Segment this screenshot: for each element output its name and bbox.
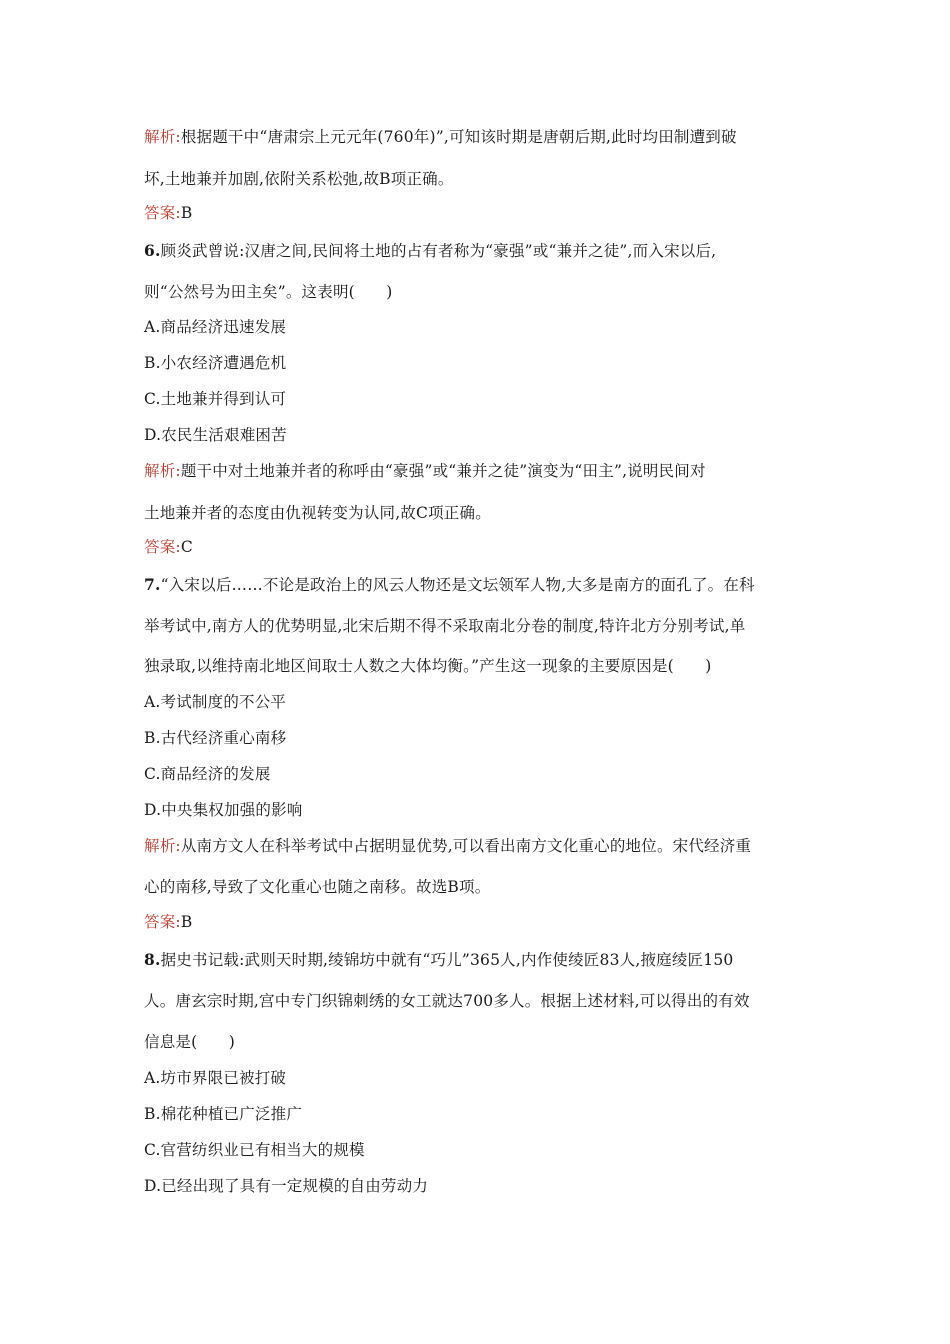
q6-option-c: C.土地兼并得到认可 [144,390,287,408]
q7-answer-value: B [180,913,193,931]
q5-analysis-text1: 根据题干中“唐肃宗上元元年(760年)”,可知该时期是唐朝后期,此时均田制遭到破 [180,128,737,146]
q6-stem-line1 [144,241,716,261]
q8-stem-line2: 人。唐玄宗时期,宫中专门织锦刺绣的女工就达700多人。根据上述材料,可以得出的有效 [144,992,750,1010]
q7-option-c: C.商品经济的发展 [144,765,271,783]
q7-answer-label: 答案: [144,913,181,931]
q6-stem-line2: 则“公然号为田主矣”。这表明( ) [144,283,393,301]
q7-stem-line1 [144,575,755,595]
q7-answer [144,912,192,932]
q6-answer-value: C [180,538,193,556]
q7-stem-line2: 举考试中,南方人的优势明显,北宋后期不得不采取南北分卷的制度,特许北方分别考试,单 [144,617,746,635]
q6-option-b: B.小农经济遭遇危机 [144,354,287,372]
q8-option-c: C.官营纺织业已有相当大的规模 [144,1141,365,1159]
q5-answer-value: B [180,204,193,222]
q7-option-b: B.古代经济重心南移 [144,729,287,747]
q5-analysis-label: 解析: [144,128,181,146]
q7-analysis-line1 [144,836,751,856]
q6-analysis-text1: 题干中对土地兼并者的称呼由“豪强”或“兼并之徒”演变为“田主”,说明民间对 [180,462,706,480]
q8-stem-text1: 据史书记载:武则天时期,绫锦坊中就有“巧儿”365人,内作使绫匠83人,掖庭绫匠150 [160,951,734,969]
q8-option-b: B.棉花种植已广泛推广 [144,1105,303,1123]
q5-answer [144,203,192,223]
q8-stem-line3: 信息是( ) [144,1033,235,1051]
q8-stem-line1 [144,950,733,970]
q8-option-d: D.已经出现了具有一定规模的自由劳动力 [144,1177,429,1195]
q7-option-a: A.考试制度的不公平 [144,693,287,711]
q6-stem-text1: 顾炎武曾说:汉唐之间,民间将土地的占有者称为“豪强”或“兼并之徒”,而入宋以后, [160,242,717,260]
q5-answer-label: 答案: [144,204,181,222]
q5-analysis-line2: 坏,土地兼并加剧,依附关系松弛,故B项正确。 [144,170,454,188]
q5-analysis-line1 [144,127,737,147]
q7-stem-line3: 独录取,以维持南北地区间取士人数之大体均衡。”产生这一现象的主要原因是( ) [144,657,712,675]
q6-option-a: A.商品经济迅速发展 [144,318,287,336]
q7-number: 7. [144,575,161,594]
q7-analysis-label: 解析: [144,837,181,855]
q6-answer-label: 答案: [144,538,181,556]
q6-analysis-line1 [144,461,706,481]
q7-stem-text1: “入宋以后……不论是政治上的风云人物还是文坛领军人物,大多是南方的面孔了。在科 [160,576,755,594]
q7-option-d: D.中央集权加强的影响 [144,801,303,819]
q6-number: 6. [144,241,161,260]
q6-answer [144,537,193,557]
q8-option-a: A.坊市界限已被打破 [144,1069,287,1087]
q7-analysis-text1: 从南方文人在科举考试中占据明显优势,可以看出南方文化重心的地位。宋代经济重 [180,837,752,855]
q7-analysis-line2: 心的南移,导致了文化重心也随之南移。故选B项。 [144,878,491,896]
q6-option-d: D.农民生活艰难困苦 [144,426,287,444]
q8-number: 8. [144,950,161,969]
q6-analysis-label: 解析: [144,462,181,480]
q6-analysis-line2: 土地兼并者的态度由仇视转变为认同,故C项正确。 [144,504,491,522]
